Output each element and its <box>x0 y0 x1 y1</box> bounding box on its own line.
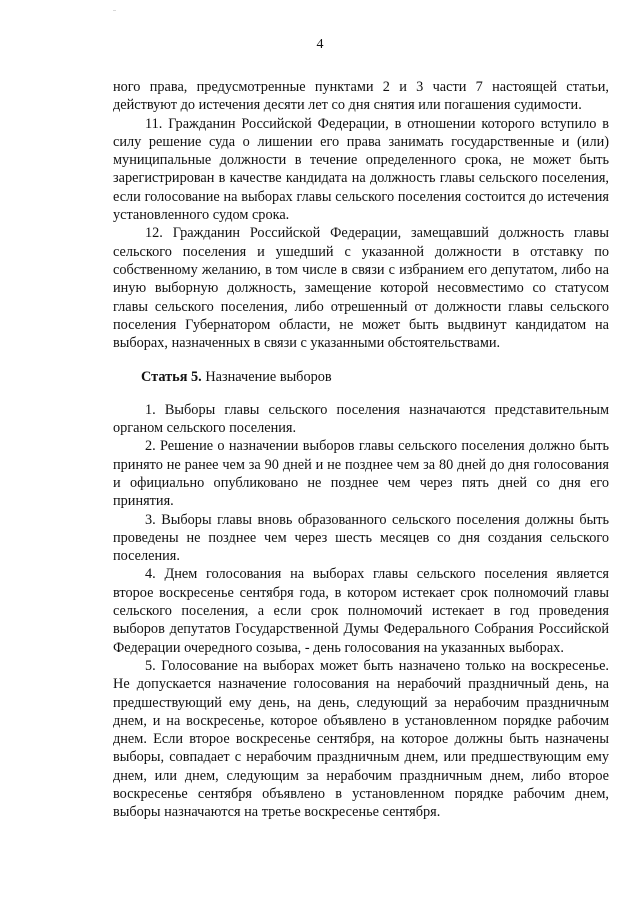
article-item-4: 4. Днем голосования на выборах главы сельского поселения является второе воскресенье сентября года, в котором истекает срок полномочий главы сельского поселения, а если срок полномочий истекает в год проведения выборов депутатов Государственной Думы Федерального Собрания Российской Федерации очередного созыва, - день голосования на указанных выборах. <box>113 566 609 656</box>
article-heading <box>113 368 609 386</box>
document-body <box>113 78 609 822</box>
article-item-5: 5. Голосование на выборах может быть назначено только на воскресенье. Не допускается назначение голосования на нерабочий праздничный день, на предшествующий ему день, на день, следующий за нерабочим праздничным днем, и на воскресенье, которое объявлено в установленном порядке рабочим днем. Если второе воскресенье сентября, на которое должны быть назначены выборы, совпадает с нерабочим праздничным днем, или предшествующим ему днем, или днем, следующим за нерабочим праздничным днем, либо второе воскресенье сентября объявлено в установленном порядке рабочим днем, выборы назначаются на третье воскресенье сентября. <box>113 657 609 821</box>
paragraph-item-12: 12. Гражданин Российской Федерации, замещавший должность главы сельского поселения и ушедший с указанной должности в отставку по собственному желанию, в том числе в связи с избранием его депутатом, либо на иную выборную должность, замещение которой несовместимо со статусом главы сельского поселения, либо отрешенный от должности главы сельского поселения Губернатором области, не может быть выдвинут кандидатом на выборах, назначенных в связи с указанными обстоятельствами. <box>113 225 609 352</box>
article-item-1: 1. Выборы главы сельского поселения назначаются представительным органом сельского поселения. <box>113 401 609 437</box>
paragraph-item-11: 11. Гражданин Российской Федерации, в отношении которого вступило в силу решение суда о лишении его права занимать государственные и (или) муниципальные должности в течение определенного срока, не может быть зарегистрирован в качестве кандидата на должность главы сельского поселения, если голосование на выборах главы сельского поселения состоится до истечения установленного судом срока. <box>113 115 609 224</box>
article-item-2: 2. Решение о назначении выборов главы сельского поселения должно быть принято не ранее чем за 90 дней и не позднее чем за 80 дней до дня голосования и официально опубликовано не позднее чем через пять дней со дня его принятия. <box>113 438 609 510</box>
article-item-3: 3. Выборы главы вновь образованного сельского поселения должны быть проведены не позднее чем через шесть месяцев со дня создания сельского поселения. <box>113 511 609 565</box>
page-number: 4 <box>316 37 324 52</box>
article-label: Статья 5. <box>141 369 202 386</box>
scan-mark <box>113 10 116 11</box>
article-title: Назначение выборов <box>205 369 332 386</box>
paragraph-continuation: ного права, предусмотренные пунктами 2 и 3 части 7 настоящей статьи, действуют до истечения десяти лет со дня снятия или погашения судимости. <box>113 79 609 114</box>
